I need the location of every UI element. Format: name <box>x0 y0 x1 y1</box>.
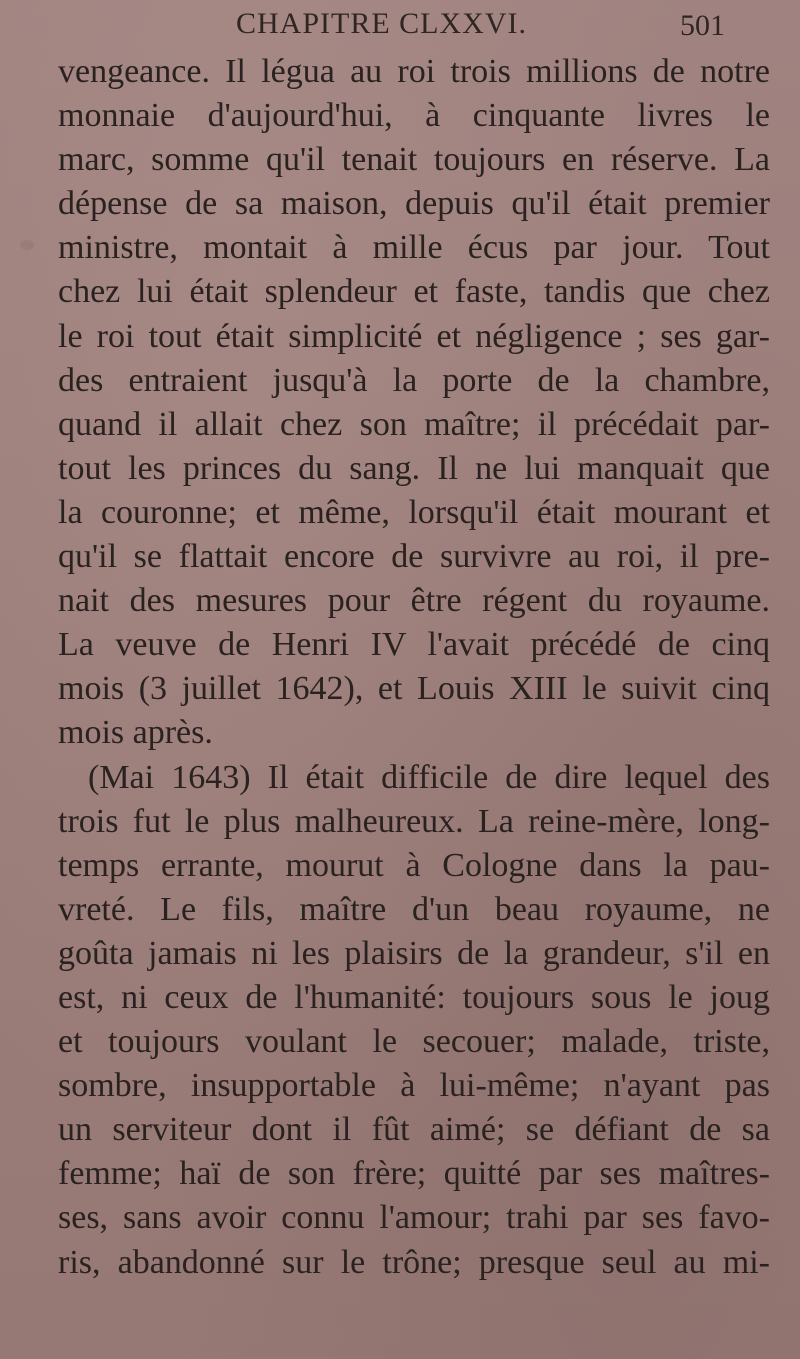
text-line: nait des mesures pour être régent du royaume. <box>58 582 770 620</box>
text-line: vengeance. Il légua au roi trois millions de notre <box>58 53 770 90</box>
text-line: des entraient jusqu'à la porte de la chambre, <box>58 361 770 399</box>
body-text <box>58 50 770 1285</box>
text-line: et toujours voulant le secouer; malade, triste, <box>58 1023 770 1061</box>
text-line: ses, sans avoir connu l'amour; trahi par ses favo- <box>58 1199 770 1237</box>
paper-spot <box>20 240 34 250</box>
text-line: goûta jamais ni les plaisirs de la grandeur, s'il en <box>58 934 770 972</box>
page-header <box>0 5 800 51</box>
text-line: mois (3 juillet 1642), et Louis XIII le suivit cinq <box>58 670 770 708</box>
running-title: CHAPITRE CLXXVI. <box>236 7 527 40</box>
text-line: femme; haï de son frère; quitté par ses maîtres- <box>58 1155 770 1193</box>
text-line: monnaie d'aujourd'hui, à cinquante livres le <box>58 97 770 135</box>
text-line: sombre, insupportable à lui-même; n'ayant pas <box>58 1067 770 1105</box>
text-line: La veuve de Henri IV l'avait précédé de cinq <box>58 626 770 664</box>
text-line: ris, abandonné sur le trône; presque seul au mi- <box>58 1243 770 1281</box>
text-line: tout les princes du sang. Il ne lui manquait que <box>58 449 770 487</box>
text-line: trois fut le plus malheureux. La reine-mère, long- <box>58 802 770 840</box>
paragraph-end-line: mois après. <box>58 714 213 752</box>
text-line: un serviteur dont il fût aimé; se défiant de sa <box>58 1111 770 1149</box>
text-line: le roi tout était simplicité et négligence ; ses gar- <box>58 317 770 355</box>
text-line: chez lui était splendeur et faste, tandis que chez <box>58 273 770 311</box>
text-line: temps errante, mourut à Cologne dans la pau- <box>58 846 770 884</box>
text-line: est, ni ceux de l'humanité: toujours sous le joug <box>58 978 770 1016</box>
text-line: vreté. Le fils, maître d'un beau royaume, ne <box>58 890 770 928</box>
page-number: 501 <box>680 9 725 42</box>
text-line: marc, somme qu'il tenait toujours en réserve. La <box>58 141 770 179</box>
text-line: ministre, montait à mille écus par jour. Tout <box>58 229 770 267</box>
paragraph-start-line: (Mai 1643) Il était difficile de dire lequel des <box>88 758 770 796</box>
text-line: quand il allait chez son maître; il précédait par- <box>58 405 770 443</box>
text-line: dépense de sa maison, depuis qu'il était premier <box>58 185 770 223</box>
text-line: qu'il se flattait encore de survivre au roi, il pre- <box>58 538 770 576</box>
text-line: la couronne; et même, lorsqu'il était mourant et <box>58 493 770 531</box>
